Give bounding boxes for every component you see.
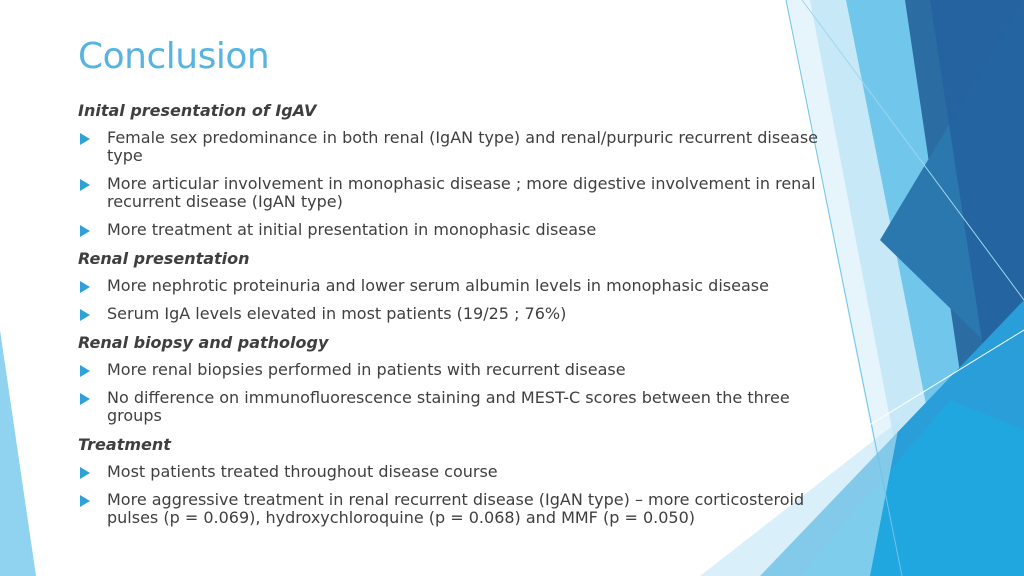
bullet-text: More nephrotic proteinuria and lower serum albumin levels in monophasic disease: [107, 276, 769, 295]
section-treatment: [78, 435, 818, 527]
bullet-arrow-icon: [80, 393, 90, 405]
bullet-item: [78, 277, 818, 295]
section-initial-presentation: [78, 101, 818, 239]
bullet-item: [78, 361, 818, 379]
section-heading: Inital presentation of IgAV: [78, 101, 317, 120]
bullet-text: Most patients treated throughout disease course: [107, 462, 498, 481]
bullet-arrow-icon: [80, 467, 90, 479]
bullet-text: No difference on immunofluorescence staining and MEST-C scores between the three groups: [107, 388, 790, 425]
slide-title: Conclusion: [78, 36, 270, 77]
bullet-arrow-icon: [80, 133, 90, 145]
section-heading: Renal presentation: [78, 249, 250, 268]
section-heading: Treatment: [78, 435, 171, 454]
bullet-text: More renal biopsies performed in patients with recurrent disease: [107, 360, 626, 379]
bullet-item: [78, 491, 818, 527]
bullet-item: [78, 389, 818, 425]
section-renal-presentation: [78, 249, 818, 323]
bullet-arrow-icon: [80, 309, 90, 321]
bullet-arrow-icon: [80, 179, 90, 191]
left-edge-sliver: [0, 330, 36, 576]
bullet-arrow-icon: [80, 495, 90, 507]
bullet-text: More treatment at initial presentation in monophasic disease: [107, 220, 597, 239]
bullet-arrow-icon: [80, 281, 90, 293]
bullet-item: [78, 221, 818, 239]
section-heading: Renal biopsy and pathology: [78, 333, 329, 352]
section-renal-biopsy: [78, 333, 818, 425]
bullet-arrow-icon: [80, 225, 90, 237]
bullet-arrow-icon: [80, 365, 90, 377]
slide-content: [78, 101, 818, 537]
bullet-text: Female sex predominance in both renal (IgAN type) and renal/purpuric recurrent disease type: [107, 128, 819, 165]
bullet-item: [78, 175, 818, 211]
bullet-item: [78, 129, 818, 165]
bullet-text: Serum IgA levels elevated in most patients (19/25 ; 76%): [107, 304, 567, 323]
bullet-text: More articular involvement in monophasic disease ; more digestive involvement in renal recurrent disease (IgAN type): [107, 174, 816, 211]
bullet-text: More aggressive treatment in renal recurrent disease (IgAN type) – more corticosteroid pulses (p = 0.069), hydroxychloroquine (p = 0.068) and MMF (p = 0.050): [107, 490, 805, 527]
bullet-item: [78, 305, 818, 323]
bullet-item: [78, 463, 818, 481]
